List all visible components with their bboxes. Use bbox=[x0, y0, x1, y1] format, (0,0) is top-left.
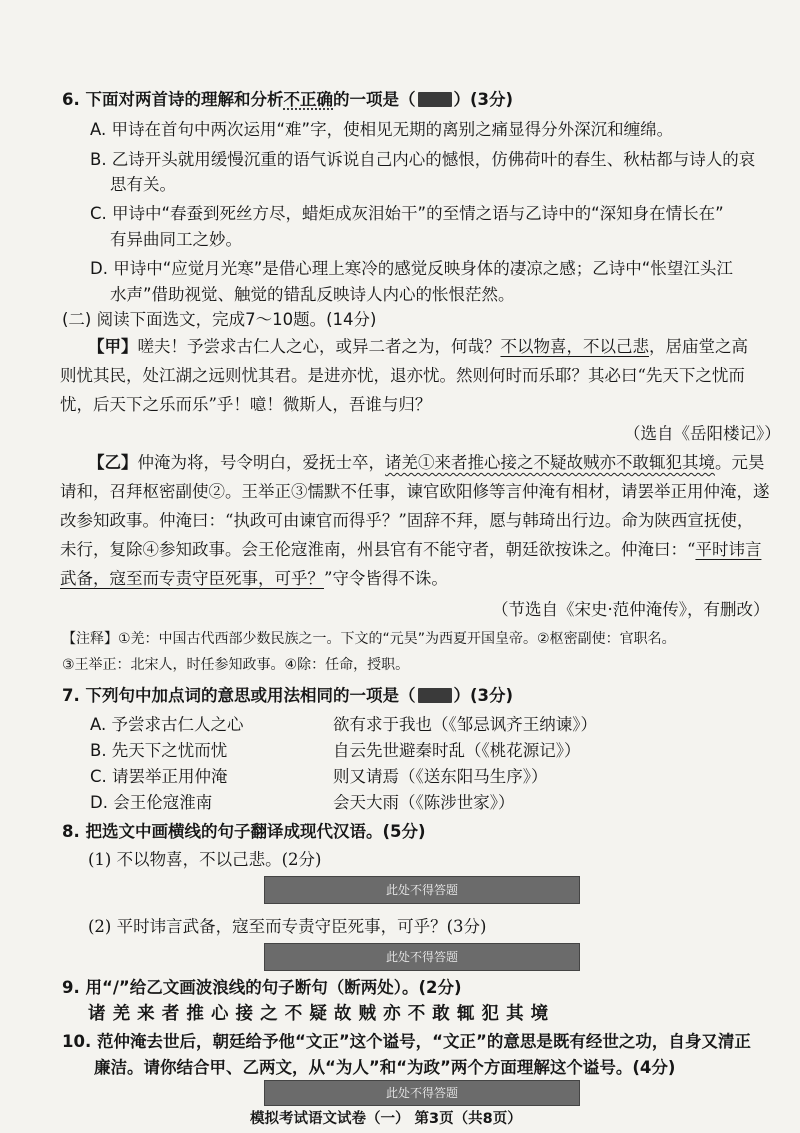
q10-line2: 廉洁。请你结合甲、乙两文，从“为人”和“为政”两个方面理解这个谥号。(4分) bbox=[94, 1058, 676, 1077]
q7-option-d-right: 会天大雨（《陈涉世家》） bbox=[333, 793, 515, 812]
passage-jia-tag: 【甲】 bbox=[88, 337, 138, 356]
passage-jia-source: （选自《岳阳楼记》） bbox=[624, 424, 781, 443]
q7-option-b-right: 自云先世避秦时乱（《桃花源记》） bbox=[333, 741, 581, 760]
q6-stem bbox=[62, 86, 513, 113]
passage-yi-text1: 仲淹为将，号令明白，爱抚士卒， bbox=[137, 453, 385, 472]
q9-sentence: 诸 羌 来 者 推 心 接 之 不 疑 故 贼 亦 不 敢 辄 犯 其 境 bbox=[88, 1004, 549, 1024]
q10-line1: 10. 范仲淹去世后，朝廷给予他“文正”这个谥号，“文正”的意思是既有经世之功，自身又清正 bbox=[62, 1032, 751, 1051]
no-answer-label: 此处不得答题 bbox=[385, 1086, 458, 1100]
q7-option-c-left: C. 请罢举正用仲淹 bbox=[90, 767, 228, 786]
q6-stem-pre: 6. 下面对两首诗的理解和分析 bbox=[62, 90, 284, 109]
passage-yi-wavy-sentence: 诸羌①来者推心接之不疑故贼亦不敢辄犯其境 bbox=[385, 453, 715, 472]
q7-option-a-right: 欲有求于我也（《邹忌讽齐王纳谏》） bbox=[333, 715, 597, 734]
no-answer-zone-q8-2 bbox=[264, 943, 580, 971]
passage-yi-line2: 请和，召拜枢密副使②。王举正③懦默不任事，谏官欧阳修等言仲淹有相材，请罢举正用仲淹，遂 bbox=[60, 482, 770, 501]
q7-option-b-left: B. 先天下之忧而忧 bbox=[90, 741, 228, 760]
passage-yi-text3: 未行，复除④参知政事。会王伦寇淮南，州县官有不能守者，朝廷欲按诛之。仲淹曰：“ bbox=[60, 540, 696, 559]
q6-option-c-line1: C. 甲诗中“春蚕到死丝方尽，蜡炬成灰泪始干”的至情之语与乙诗中的“深知身在情长在” bbox=[90, 204, 724, 223]
passage-yi-line3: 改参知政事。仲淹曰：“执政可由谏官而得乎？”固辞不拜，愿与韩琦出行边。命为陕西宣抚使， bbox=[60, 511, 754, 530]
passage-jia-text2: ，居庙堂之高 bbox=[649, 337, 748, 356]
q8-part2: (2) 平时讳言武备，寇至而专责守臣死事，可乎？(3分) bbox=[88, 917, 487, 936]
q6-option-d-line1: D. 甲诗中“应觉月光寒”是借心理上寒冷的感觉反映身体的凄凉之感；乙诗中“怅望江头江 bbox=[90, 259, 733, 278]
q7-stem-text: 7. 下列句中加点词的意思或用法相同的一项是（ bbox=[62, 686, 416, 705]
no-answer-label: 此处不得答题 bbox=[385, 950, 458, 964]
notes-line2: ③王举正：北宋人，时任参知政事。④除：任命，授职。 bbox=[62, 657, 410, 673]
no-answer-zone-q8-1 bbox=[264, 876, 580, 904]
passage-jia-underlined: 不以物喜，不以己悲 bbox=[500, 337, 649, 356]
passage-jia-line2: 则忧其民，处江湖之远则忧其君。是进亦忧，退亦忧。然则何时而乐耶？其必曰“先天下之忧而 bbox=[60, 366, 745, 385]
passage-yi-text2: 。元昊 bbox=[715, 453, 765, 472]
passage-yi-line4 bbox=[60, 536, 761, 563]
page-footer: 模拟考试语文试卷（一） 第3页（共8页） bbox=[250, 1111, 522, 1127]
passage-jia-text1: 嗟夫！予尝求古仁人之心，或异二者之为，何哉？ bbox=[137, 337, 501, 356]
q7-option-a-left: A. 予尝求古仁人之心 bbox=[90, 715, 244, 734]
passage-yi-underlined-a: 平时讳言 bbox=[695, 540, 762, 559]
answer-box bbox=[418, 92, 452, 107]
q6-option-a: A. 甲诗在首句中两次运用“难”字，使相见无期的离别之痛显得分外深沉和缠绵。 bbox=[90, 120, 674, 139]
passage-yi-line5 bbox=[60, 565, 448, 592]
passage-yi-underlined-b: 武备，寇至而专责守臣死事，可乎？ bbox=[60, 569, 324, 588]
passage-jia-line1 bbox=[88, 333, 748, 360]
q7-stem bbox=[62, 682, 513, 709]
q6-option-b-line1: B. 乙诗开头就用缓慢沉重的语气诉说自己内心的憾恨，仿佛荷叶的春生、秋枯都与诗人的哀 bbox=[90, 150, 756, 169]
no-answer-zone-q10 bbox=[264, 1080, 580, 1106]
q7-option-d-left: D. 会王伦寇淮南 bbox=[90, 793, 213, 812]
q6-option-b-line2: 思有关。 bbox=[110, 175, 176, 194]
passage-yi-text4: ”守令皆得不诛。 bbox=[324, 569, 448, 588]
answer-box bbox=[418, 688, 452, 703]
q6-stem-emph: 不正确 bbox=[283, 90, 333, 109]
q6-option-d-line2: 水声”借助视觉、触觉的错乱反映诗人内心的怅恨茫然。 bbox=[110, 285, 515, 304]
notes-line1: 【注释】①羌：中国古代西部少数民族之一。下文的“元昊”为西夏开国皇帝。②枢密副使：官职名。 bbox=[62, 631, 676, 647]
passage-yi-tag: 【乙】 bbox=[88, 453, 138, 472]
q6-stem-post: 的一项是（ bbox=[333, 90, 416, 109]
q8-part1: (1) 不以物喜，不以己悲。(2分) bbox=[88, 850, 322, 869]
section2-title: (二) 阅读下面选文，完成7～10题。(14分) bbox=[62, 310, 377, 329]
passage-yi-source: （节选自《宋史·范仲淹传》，有删改） bbox=[492, 600, 770, 619]
passage-jia-line3: 忧，后天下之乐而乐”乎！噫！微斯人，吾谁与归？ bbox=[60, 395, 432, 414]
q7-score: ）(3分) bbox=[453, 686, 514, 705]
q6-score: ）(3分) bbox=[453, 90, 514, 109]
no-answer-label: 此处不得答题 bbox=[385, 883, 458, 897]
q9-stem: 9. 用“/”给乙文画波浪线的句子断句（断两处）。(2分) bbox=[62, 978, 462, 997]
passage-yi-line1 bbox=[88, 449, 765, 476]
q8-stem: 8. 把选文中画横线的句子翻译成现代汉语。(5分) bbox=[62, 822, 426, 841]
q7-option-c-right: 则又请焉（《送东阳马生序》） bbox=[333, 767, 548, 786]
q6-option-c-line2: 有异曲同工之妙。 bbox=[110, 230, 242, 249]
